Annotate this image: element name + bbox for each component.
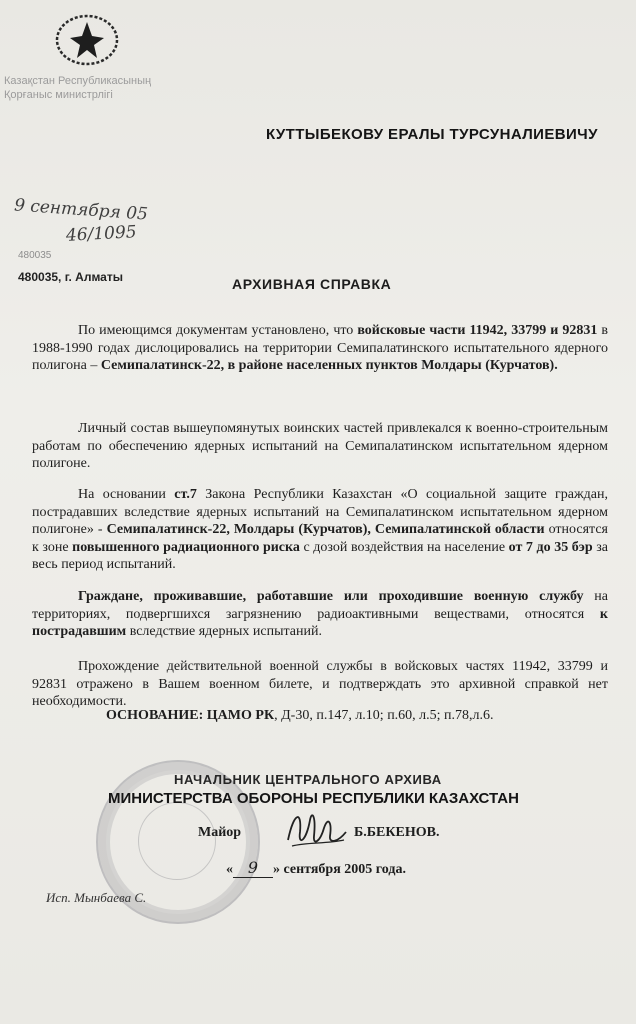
paragraph-1: По имеющимся документам установлено, что войсковые части 11942, 33799 и 92831 в 1988-1990 годах дислоцировались на территории Семипалатинского испытательного ядерного полигона – Семипалатинск-22, в районе населенных пунктов Молдары (Курчатов). <box>32 323 608 374</box>
faded-letterhead-line2: Қорғаныс министрлігі <box>4 89 113 101</box>
faded-letterhead <box>4 74 151 102</box>
signatory-title-line2: МИНИСТЕРСТВА ОБОРОНЫ РЕСПУБЛИКИ КАЗАХСТАН <box>108 790 519 807</box>
addressee: КУТТЫБЕКОВУ ЕРАЛЫ ТУРСУНАЛИЕВИЧУ <box>266 126 598 143</box>
paragraph-2: Личный состав вышеупомянутых воинских частей привлекался к военно-строительным работам по обеспечению ядерных испытаний на Семипалатинском испытательном ядерном полигоне. <box>32 421 608 472</box>
address-faded: 480035 <box>18 250 52 261</box>
seal-emblem-icon <box>138 802 216 880</box>
handwritten-signature-icon <box>282 802 352 858</box>
basis-line: ОСНОВАНИЕ: ЦАМО РК, Д-30, п.147, л.10; п.60, л.5; п.78,л.6. <box>106 708 494 723</box>
signatory-rank: Майор <box>198 825 242 840</box>
signatory-title-line1: НАЧАЛЬНИК ЦЕНТРАЛЬНОГО АРХИВА <box>174 772 442 787</box>
sender-address: 480035, г. Алматы <box>18 270 123 284</box>
paragraph-3: На основании ст.7 Закона Республики Казахстан «О социальной защите граждан, пострадавших вследствие ядерных испытаний на Семипалатинском испытательном ядерном полигоне» - Семипалатинск-22, Молдары (Курчатов), Семипалатинской области относятся к зоне повышенного радиационного риска с дозой воздействия на население от 7 до 35 бэр за весь период испытаний. <box>32 487 609 573</box>
paragraph-4: Граждане, проживавшие, работавшие или проходившие военную службу на территориях, подвергшихся загрязнению радиоактивными веществами, относятся к пострадавшим вследствие ядерных испытаний. <box>32 589 608 640</box>
executor-line: Исп. Мынбаева С. <box>46 890 147 905</box>
handwritten-ref-number: 46/1095 <box>65 222 138 246</box>
state-emblem-icon <box>52 12 122 68</box>
signatory-name: Б.БЕКЕНОВ. <box>354 825 440 840</box>
paragraph-5: Прохождение действительной военной службы в войсковых частях 11942, 33799 и 92831 отражено в Вашем военном билете, и подтверждать это архивной справкой нет необходимости. <box>32 659 608 710</box>
faded-letterhead-line1: Казақстан Республикасының <box>4 75 152 87</box>
handwritten-date: 9 сентября 05 <box>13 195 149 225</box>
signature-day: 9 <box>233 858 273 878</box>
signature-date: « 9 » сентября 2005 года. <box>226 858 406 877</box>
document-title: АРХИВНАЯ СПРАВКА <box>232 276 392 292</box>
